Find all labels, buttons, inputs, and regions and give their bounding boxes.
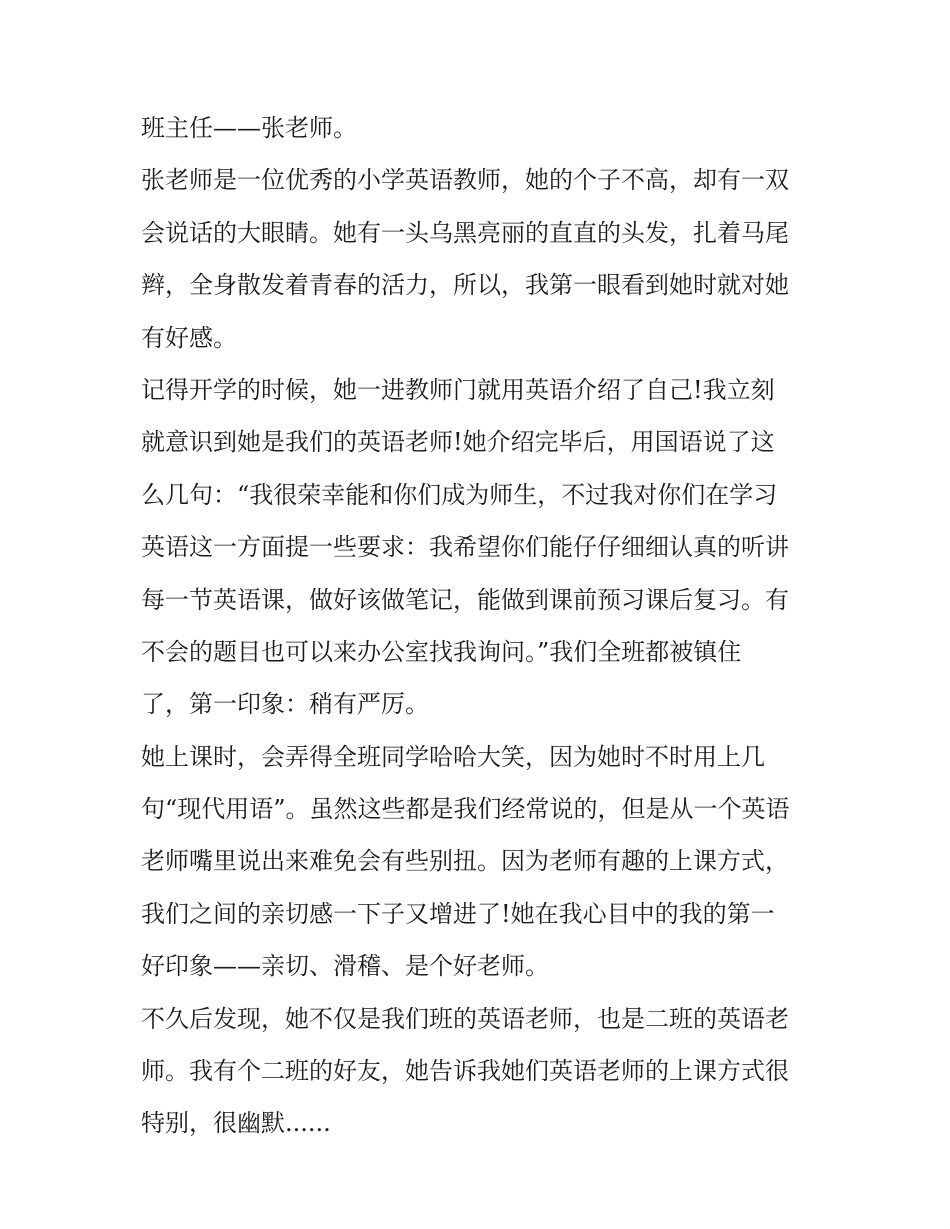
- text-line: 师。我有个二班的好友，她告诉我她们英语老师的上课方式很: [141, 1057, 789, 1086]
- text-line: 句“现代用语”。虽然这些都是我们经常说的，但是从一个英语: [141, 795, 790, 824]
- text-line: 她上课时，会弄得全班同学哈哈大笑，因为她时不时用上几: [141, 742, 765, 771]
- text-line: 会说话的大眼睛。她有一头乌黑亮丽的直直的头发，扎着马尾: [141, 218, 789, 247]
- text-line: 英语这一方面提一些要求：我希望你们能仔仔细细认真的听讲: [141, 533, 789, 562]
- text-line: 就意识到她是我们的英语老师!她介绍完毕后，用国语说了这: [141, 428, 775, 457]
- text-line: 了，第一印象：稍有严厉。: [141, 690, 429, 719]
- text-line: 辫，全身散发着青春的活力，所以，我第一眼看到她时就对她: [141, 271, 789, 300]
- text-line: 我们之间的亲切感一下子又增进了!她在我心目中的我的第一: [141, 899, 775, 928]
- text-line: 张老师是一位优秀的小学英语教师，她的个子不高，却有一双: [141, 166, 789, 195]
- text-line: 班主任——张老师。: [141, 114, 357, 142]
- text-line: 每一节英语课，做好该做笔记，能做到课前预习课后复习。有: [141, 585, 789, 614]
- text-line: 有好感。: [141, 323, 237, 352]
- text-line: 不久后发现，她不仅是我们班的英语老师，也是二班的英语老: [141, 1004, 789, 1033]
- essay-body: [141, 109, 813, 1157]
- text-line: 老师嘴里说出来难免会有些别扭。因为老师有趣的上课方式，: [141, 847, 789, 876]
- text-line: 好印象——亲切、滑稽、是个好老师。: [141, 952, 549, 981]
- text-line: 特别，很幽默......: [141, 1109, 331, 1138]
- text-line: 么几句：“我很荣幸能和你们成为师生，不过我对你们在学习: [141, 480, 778, 509]
- text-line: 记得开学的时候，她一进教师门就用英语介绍了自己!我立刻: [141, 375, 775, 404]
- text-line: 不会的题目也可以来办公室找我询问。”我们全班都被镇住: [141, 637, 742, 666]
